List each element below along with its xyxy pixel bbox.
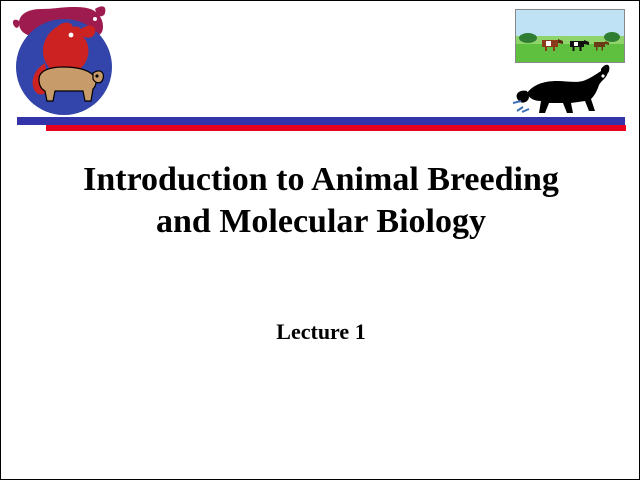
slide-subtitle: Lecture 1 — [276, 319, 366, 344]
slide-title-line-2: and Molecular Biology — [156, 203, 486, 240]
header-artwork — [1, 1, 640, 131]
running-horse-icon — [513, 63, 625, 119]
slide-title-line-1: Introduction to Animal Breeding — [83, 161, 559, 198]
divider-bar-red — [46, 125, 626, 131]
divider-bar-blue — [17, 117, 625, 125]
rooster-badge-icon — [9, 1, 119, 123]
slide-title — [41, 159, 601, 243]
cattle-photo — [515, 9, 625, 63]
